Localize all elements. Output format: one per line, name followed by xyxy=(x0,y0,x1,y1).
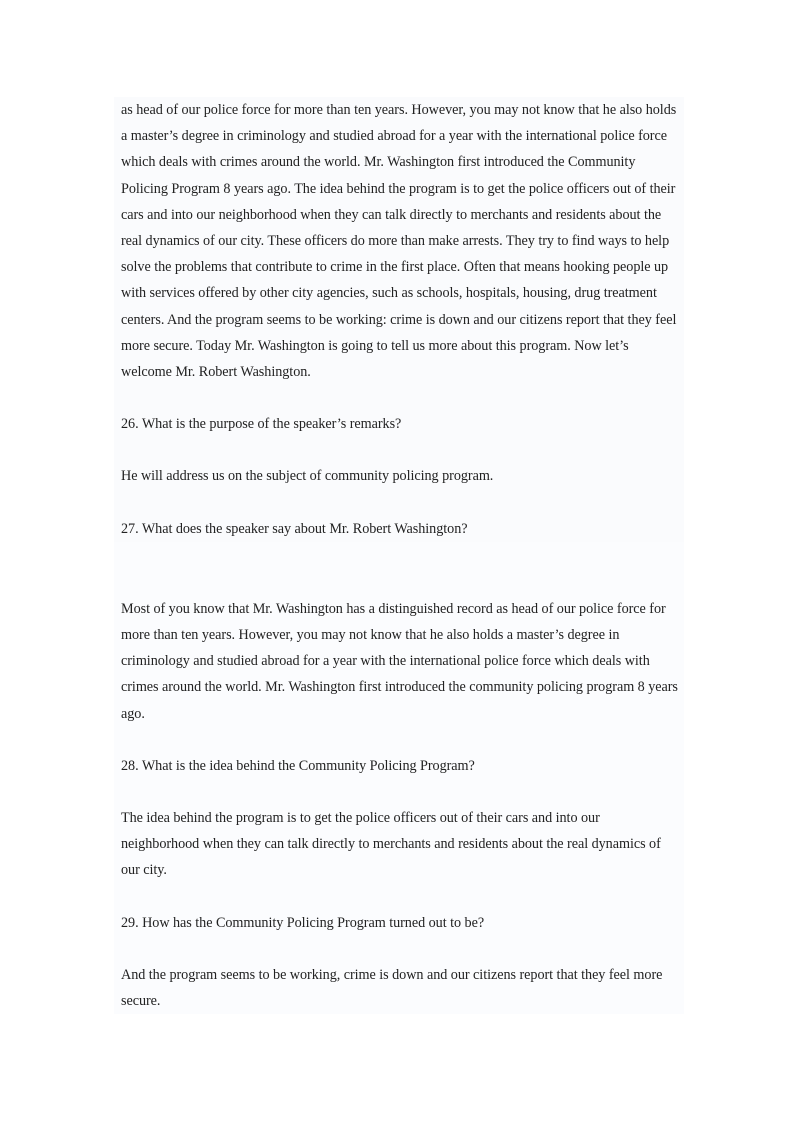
answer-27: Most of you know that Mr. Washington has a distinguished record as head of our police force for more than ten years. However, you may not know that he also holds a master’s degree in criminology and studied abroad for a year with the international police force which deals with crimes around the world. Mr. Washington first introduced the community policing program 8 years ago. xyxy=(121,600,678,722)
question-28: 28. What is the idea behind the Community Policing Program? xyxy=(121,757,475,774)
intro-paragraph: as head of our police force for more than ten years. However, you may not know that he also holds a master’s degree in criminology and studied abroad for a year with the international police force which deals with crimes around the world. Mr. Washington first introduced the Community Policing Program 8 years ago. The idea behind the program is to get the police officers out of their cars and into our neighborhood when they can talk directly to merchants and residents about the real dynamics of our city. These officers do more than make arrests. They try to find ways to help solve the problems that contribute to crime in the first place. Often that means hooking people up with services offered by other city agencies, such as schools, hospitals, housing, drug treatment centers. And the program seems to be working: crime is down and our citizens report that they feel more secure. Today Mr. Washington is going to tell us more about this program. Now let’s welcome Mr. Robert Washington. xyxy=(121,102,677,381)
question-27: 27. What does the speaker say about Mr. Robert Washington? xyxy=(121,520,468,537)
question-29: 29. How has the Community Policing Program turned out to be? xyxy=(121,914,485,931)
intro-block xyxy=(114,97,684,542)
answer-26: He will address us on the subject of community policing program. xyxy=(121,468,494,485)
answer-28: The idea behind the program is to get the police officers out of their cars and into our neighborhood when they can talk directly to merchants and residents about the real dynamics of our city. xyxy=(121,810,661,879)
document-content xyxy=(114,97,684,1014)
answers-block xyxy=(114,542,684,1014)
answer-29: And the program seems to be working, crime is down and our citizens report that they feel more secure. xyxy=(121,966,663,1010)
question-26: 26. What is the purpose of the speaker’s remarks? xyxy=(121,416,402,433)
